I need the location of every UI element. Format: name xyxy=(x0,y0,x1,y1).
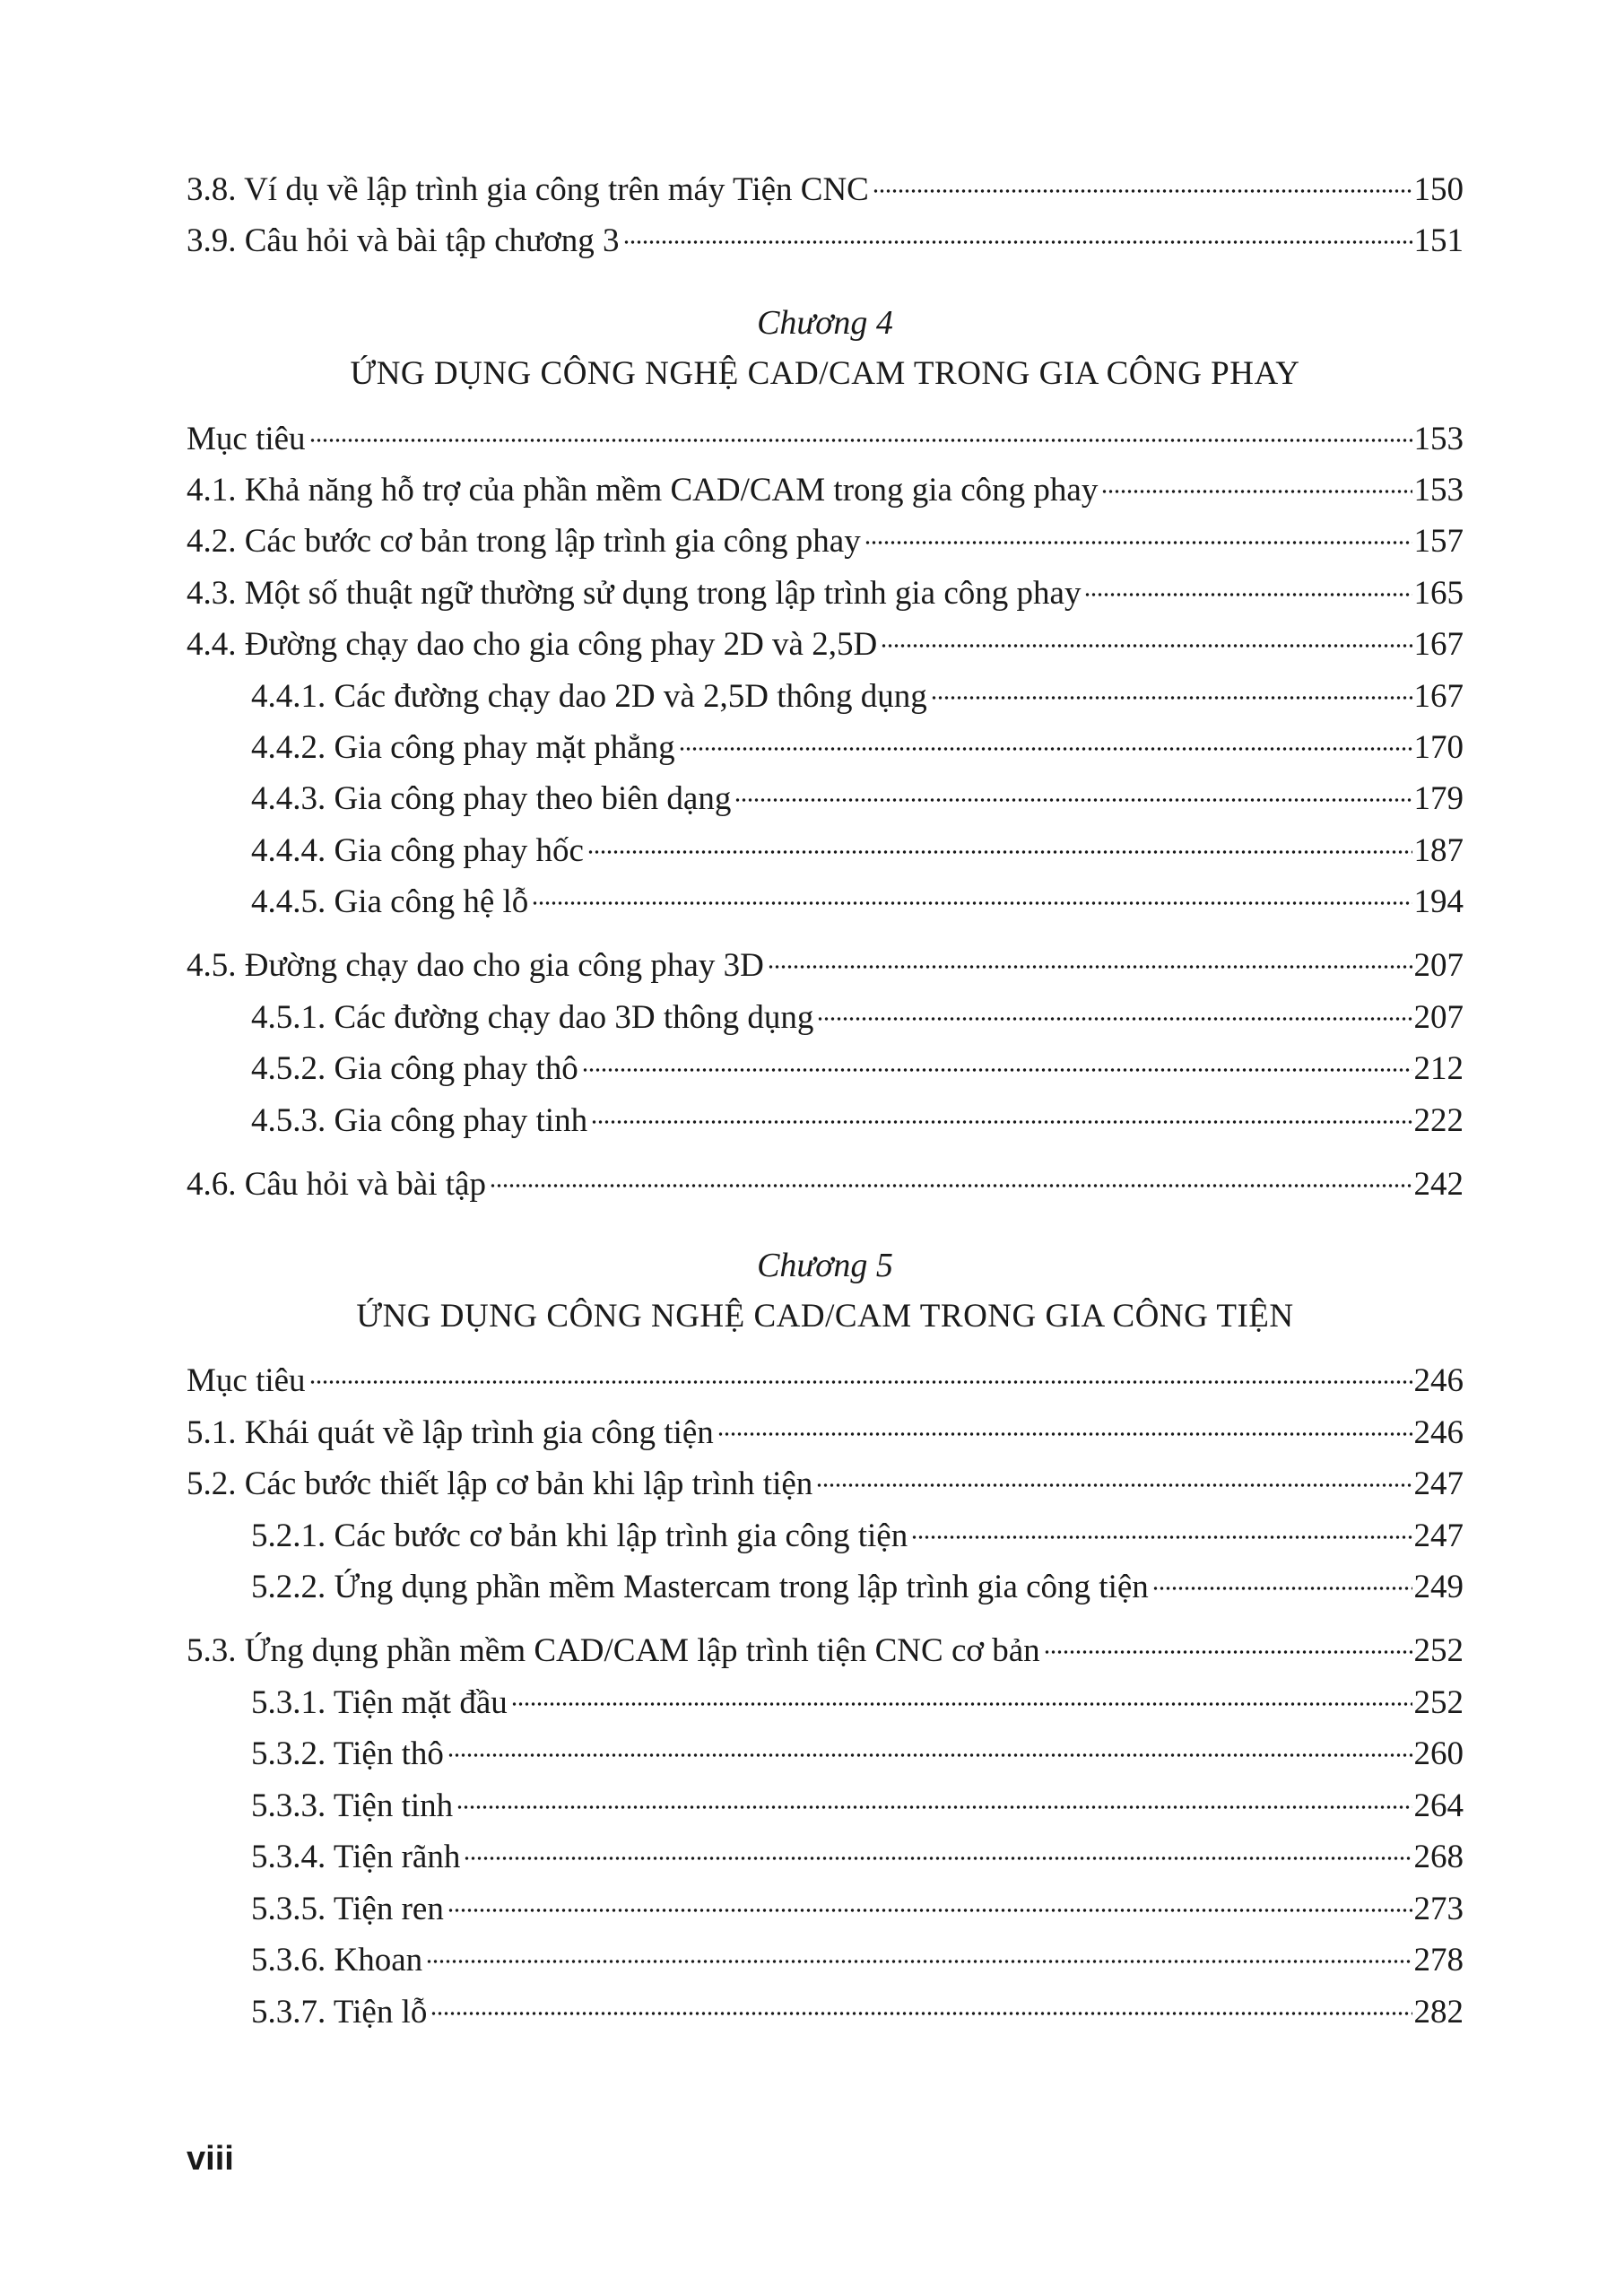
toc-entry-label: Mục tiêu xyxy=(187,1362,306,1399)
dot-leader xyxy=(1101,490,1412,493)
toc-subentry[interactable] xyxy=(251,1784,1464,1829)
toc-entry-page: 249 xyxy=(1413,1569,1464,1605)
dot-leader xyxy=(582,1068,1412,1072)
dot-leader xyxy=(717,1432,1412,1436)
dot-leader xyxy=(679,747,1412,751)
toc-subentry[interactable] xyxy=(251,726,1464,770)
toc-entry-label: 4.3. Một số thuật ngữ thường sử dụng trong lập trình gia công phay xyxy=(187,575,1082,612)
toc-entry-label: 5.3.2. Tiện thô xyxy=(251,1735,444,1772)
toc-entry-label: 5.3. Ứng dụng phần mềm CAD/CAM lập trình tiện CNC cơ bản xyxy=(187,1632,1040,1669)
dot-leader xyxy=(511,1702,1412,1706)
toc-entry-label: 5.3.6. Khoan xyxy=(251,1942,423,1979)
toc-entry-page: 151 xyxy=(1413,222,1464,259)
dot-leader xyxy=(1084,593,1412,596)
toc-entry-label: 4.4.5. Gia công hệ lỗ xyxy=(251,883,529,920)
toc-entry-label: 4.5.3. Gia công phay tinh xyxy=(251,1102,588,1139)
dot-leader xyxy=(309,1380,1412,1384)
toc-entry-page: 167 xyxy=(1413,678,1464,715)
toc-subentry[interactable] xyxy=(251,1732,1464,1777)
toc-entry-page: 153 xyxy=(1413,421,1464,457)
toc-entry[interactable] xyxy=(187,1359,1464,1404)
toc-entry-page: 157 xyxy=(1413,523,1464,560)
toc-entry-page: 246 xyxy=(1413,1414,1464,1451)
chapter-4-label: Chương 4 xyxy=(757,304,893,342)
toc-entry-page: 150 xyxy=(1413,171,1464,208)
dot-leader xyxy=(817,1017,1412,1021)
chapter-5-title: ỨNG DỤNG CÔNG NGHỆ CAD/CAM TRONG GIA CÔNG TIỆN xyxy=(356,1298,1294,1335)
toc-subentry[interactable] xyxy=(251,829,1464,874)
toc-entry[interactable] xyxy=(187,1162,1464,1207)
dot-leader xyxy=(430,2012,1412,2015)
toc-entry[interactable] xyxy=(187,219,1464,264)
dot-leader xyxy=(1152,1587,1412,1590)
toc-entry-label: 3.8. Ví dụ về lập trình gia công trên máy Tiện CNC xyxy=(187,171,869,208)
toc-entry[interactable] xyxy=(187,571,1464,616)
dot-leader xyxy=(931,696,1412,700)
toc-entry-page: 247 xyxy=(1413,1518,1464,1554)
toc-entry-page: 273 xyxy=(1413,1891,1464,1927)
dot-leader xyxy=(426,1960,1412,1963)
chapter-5-label: Chương 5 xyxy=(757,1247,893,1284)
toc-entry[interactable] xyxy=(187,468,1464,513)
toc-entry-page: 246 xyxy=(1413,1362,1464,1399)
toc-subentry[interactable] xyxy=(251,1990,1464,2035)
toc-entry-label: 4.1. Khả năng hỗ trợ của phần mềm CAD/CAM trong gia công phay xyxy=(187,472,1099,509)
toc-entry-page: 222 xyxy=(1413,1102,1464,1139)
toc-entry-page: 268 xyxy=(1413,1839,1464,1875)
toc-entry-page: 260 xyxy=(1413,1735,1464,1772)
toc-entry-label: 5.3.5. Tiện ren xyxy=(251,1891,444,1927)
toc-entry-label: 5.2.1. Các bước cơ bản khi lập trình gia công tiện xyxy=(251,1518,908,1554)
toc-subentry[interactable] xyxy=(251,880,1464,925)
toc-entry-label: 4.5.1. Các đường chạy dao 3D thông dụng xyxy=(251,999,814,1036)
toc-entry[interactable] xyxy=(187,1462,1464,1507)
toc-entry-label: 5.3.4. Tiện rãnh xyxy=(251,1839,461,1875)
toc-entry[interactable] xyxy=(187,1629,1464,1674)
dot-leader xyxy=(591,1120,1412,1124)
toc-entry[interactable] xyxy=(187,622,1464,667)
toc-entry-label: 4.4. Đường chạy dao cho gia công phay 2D và 2,5D xyxy=(187,626,878,663)
toc-subentry[interactable] xyxy=(251,777,1464,822)
toc-subentry[interactable] xyxy=(251,1047,1464,1091)
dot-leader xyxy=(816,1483,1412,1487)
toc-entry-label: 5.3.7. Tiện lỗ xyxy=(251,1994,428,2031)
toc-entry-page: 207 xyxy=(1413,999,1464,1036)
dot-leader xyxy=(873,189,1412,193)
toc-entry-page: 212 xyxy=(1413,1050,1464,1087)
toc-entry-label: 4.4.3. Gia công phay theo biên dạng xyxy=(251,780,732,817)
toc-subentry[interactable] xyxy=(251,996,1464,1040)
toc-entry-page: 167 xyxy=(1413,626,1464,663)
toc-entry-label: 4.5.2. Gia công phay thô xyxy=(251,1050,578,1087)
toc-subentry[interactable] xyxy=(251,1835,1464,1880)
toc-entry-page: 179 xyxy=(1413,780,1464,817)
toc-entry-label: 4.4.1. Các đường chạy dao 2D và 2,5D thông dụng xyxy=(251,678,927,715)
toc-entry[interactable] xyxy=(187,519,1464,564)
dot-leader xyxy=(734,798,1412,802)
toc-page xyxy=(187,0,1464,2296)
toc-entry-page: 165 xyxy=(1413,575,1464,612)
dot-leader xyxy=(490,1184,1412,1187)
toc-entry[interactable] xyxy=(187,168,1464,213)
toc-subentry[interactable] xyxy=(251,1565,1464,1610)
dot-leader xyxy=(447,1753,1412,1757)
toc-subentry[interactable] xyxy=(251,1887,1464,1932)
dot-leader xyxy=(881,644,1412,648)
toc-entry-page: 153 xyxy=(1413,472,1464,509)
toc-entry-label: 5.3.3. Tiện tinh xyxy=(251,1787,454,1824)
toc-entry-label: 4.6. Câu hỏi và bài tập xyxy=(187,1166,486,1203)
toc-entry-page: 194 xyxy=(1413,883,1464,920)
toc-subentry[interactable] xyxy=(251,1514,1464,1559)
toc-entry-page: 247 xyxy=(1413,1465,1464,1502)
dot-leader xyxy=(911,1535,1412,1539)
toc-subentry[interactable] xyxy=(251,1938,1464,1983)
dot-leader xyxy=(768,965,1412,969)
toc-subentry[interactable] xyxy=(251,674,1464,719)
toc-entry[interactable] xyxy=(187,417,1464,462)
toc-entry-page: 242 xyxy=(1413,1166,1464,1203)
toc-entry-label: 3.9. Câu hỏi và bài tập chương 3 xyxy=(187,222,620,259)
toc-entry[interactable] xyxy=(187,944,1464,988)
toc-entry-label: 5.1. Khái quát về lập trình gia công tiện xyxy=(187,1414,714,1451)
toc-entry-label: 4.4.4. Gia công phay hốc xyxy=(251,832,584,869)
toc-entry-label: 5.3.1. Tiện mặt đầu xyxy=(251,1684,508,1721)
dot-leader xyxy=(864,541,1412,544)
dot-leader xyxy=(532,901,1412,905)
toc-entry-page: 264 xyxy=(1413,1787,1464,1824)
toc-entry[interactable] xyxy=(187,1411,1464,1456)
toc-entry-label: Mục tiêu xyxy=(187,421,306,457)
chapter-4-title: ỨNG DỤNG CÔNG NGHỆ CAD/CAM TRONG GIA CÔNG PHAY xyxy=(350,355,1300,392)
dot-leader xyxy=(623,240,1412,244)
dot-leader xyxy=(1044,1650,1412,1654)
dot-leader xyxy=(309,439,1412,442)
toc-entry-page: 207 xyxy=(1413,947,1464,984)
toc-entry-page: 278 xyxy=(1413,1942,1464,1979)
toc-entry-label: 5.2. Các bước thiết lập cơ bản khi lập trình tiện xyxy=(187,1465,813,1502)
toc-entry-page: 282 xyxy=(1413,1994,1464,2031)
page-number: viii xyxy=(187,2140,234,2178)
dot-leader xyxy=(447,1909,1412,1912)
toc-subentry[interactable] xyxy=(251,1681,1464,1726)
dot-leader xyxy=(587,850,1412,854)
toc-entry-page: 252 xyxy=(1413,1632,1464,1669)
toc-entry-label: 4.4.2. Gia công phay mặt phẳng xyxy=(251,729,675,766)
toc-entry-label: 5.2.2. Ứng dụng phần mềm Mastercam trong lập trình gia công tiện xyxy=(251,1569,1149,1605)
toc-entry-label: 4.5. Đường chạy dao cho gia công phay 3D xyxy=(187,947,764,984)
toc-entry-page: 170 xyxy=(1413,729,1464,766)
toc-entry-label: 4.2. Các bước cơ bản trong lập trình gia công phay xyxy=(187,523,861,560)
dot-leader xyxy=(456,1805,1412,1809)
dot-leader xyxy=(464,1857,1412,1860)
toc-entry-page: 187 xyxy=(1413,832,1464,869)
toc-entry-page: 252 xyxy=(1413,1684,1464,1721)
toc-subentry[interactable] xyxy=(251,1099,1464,1144)
